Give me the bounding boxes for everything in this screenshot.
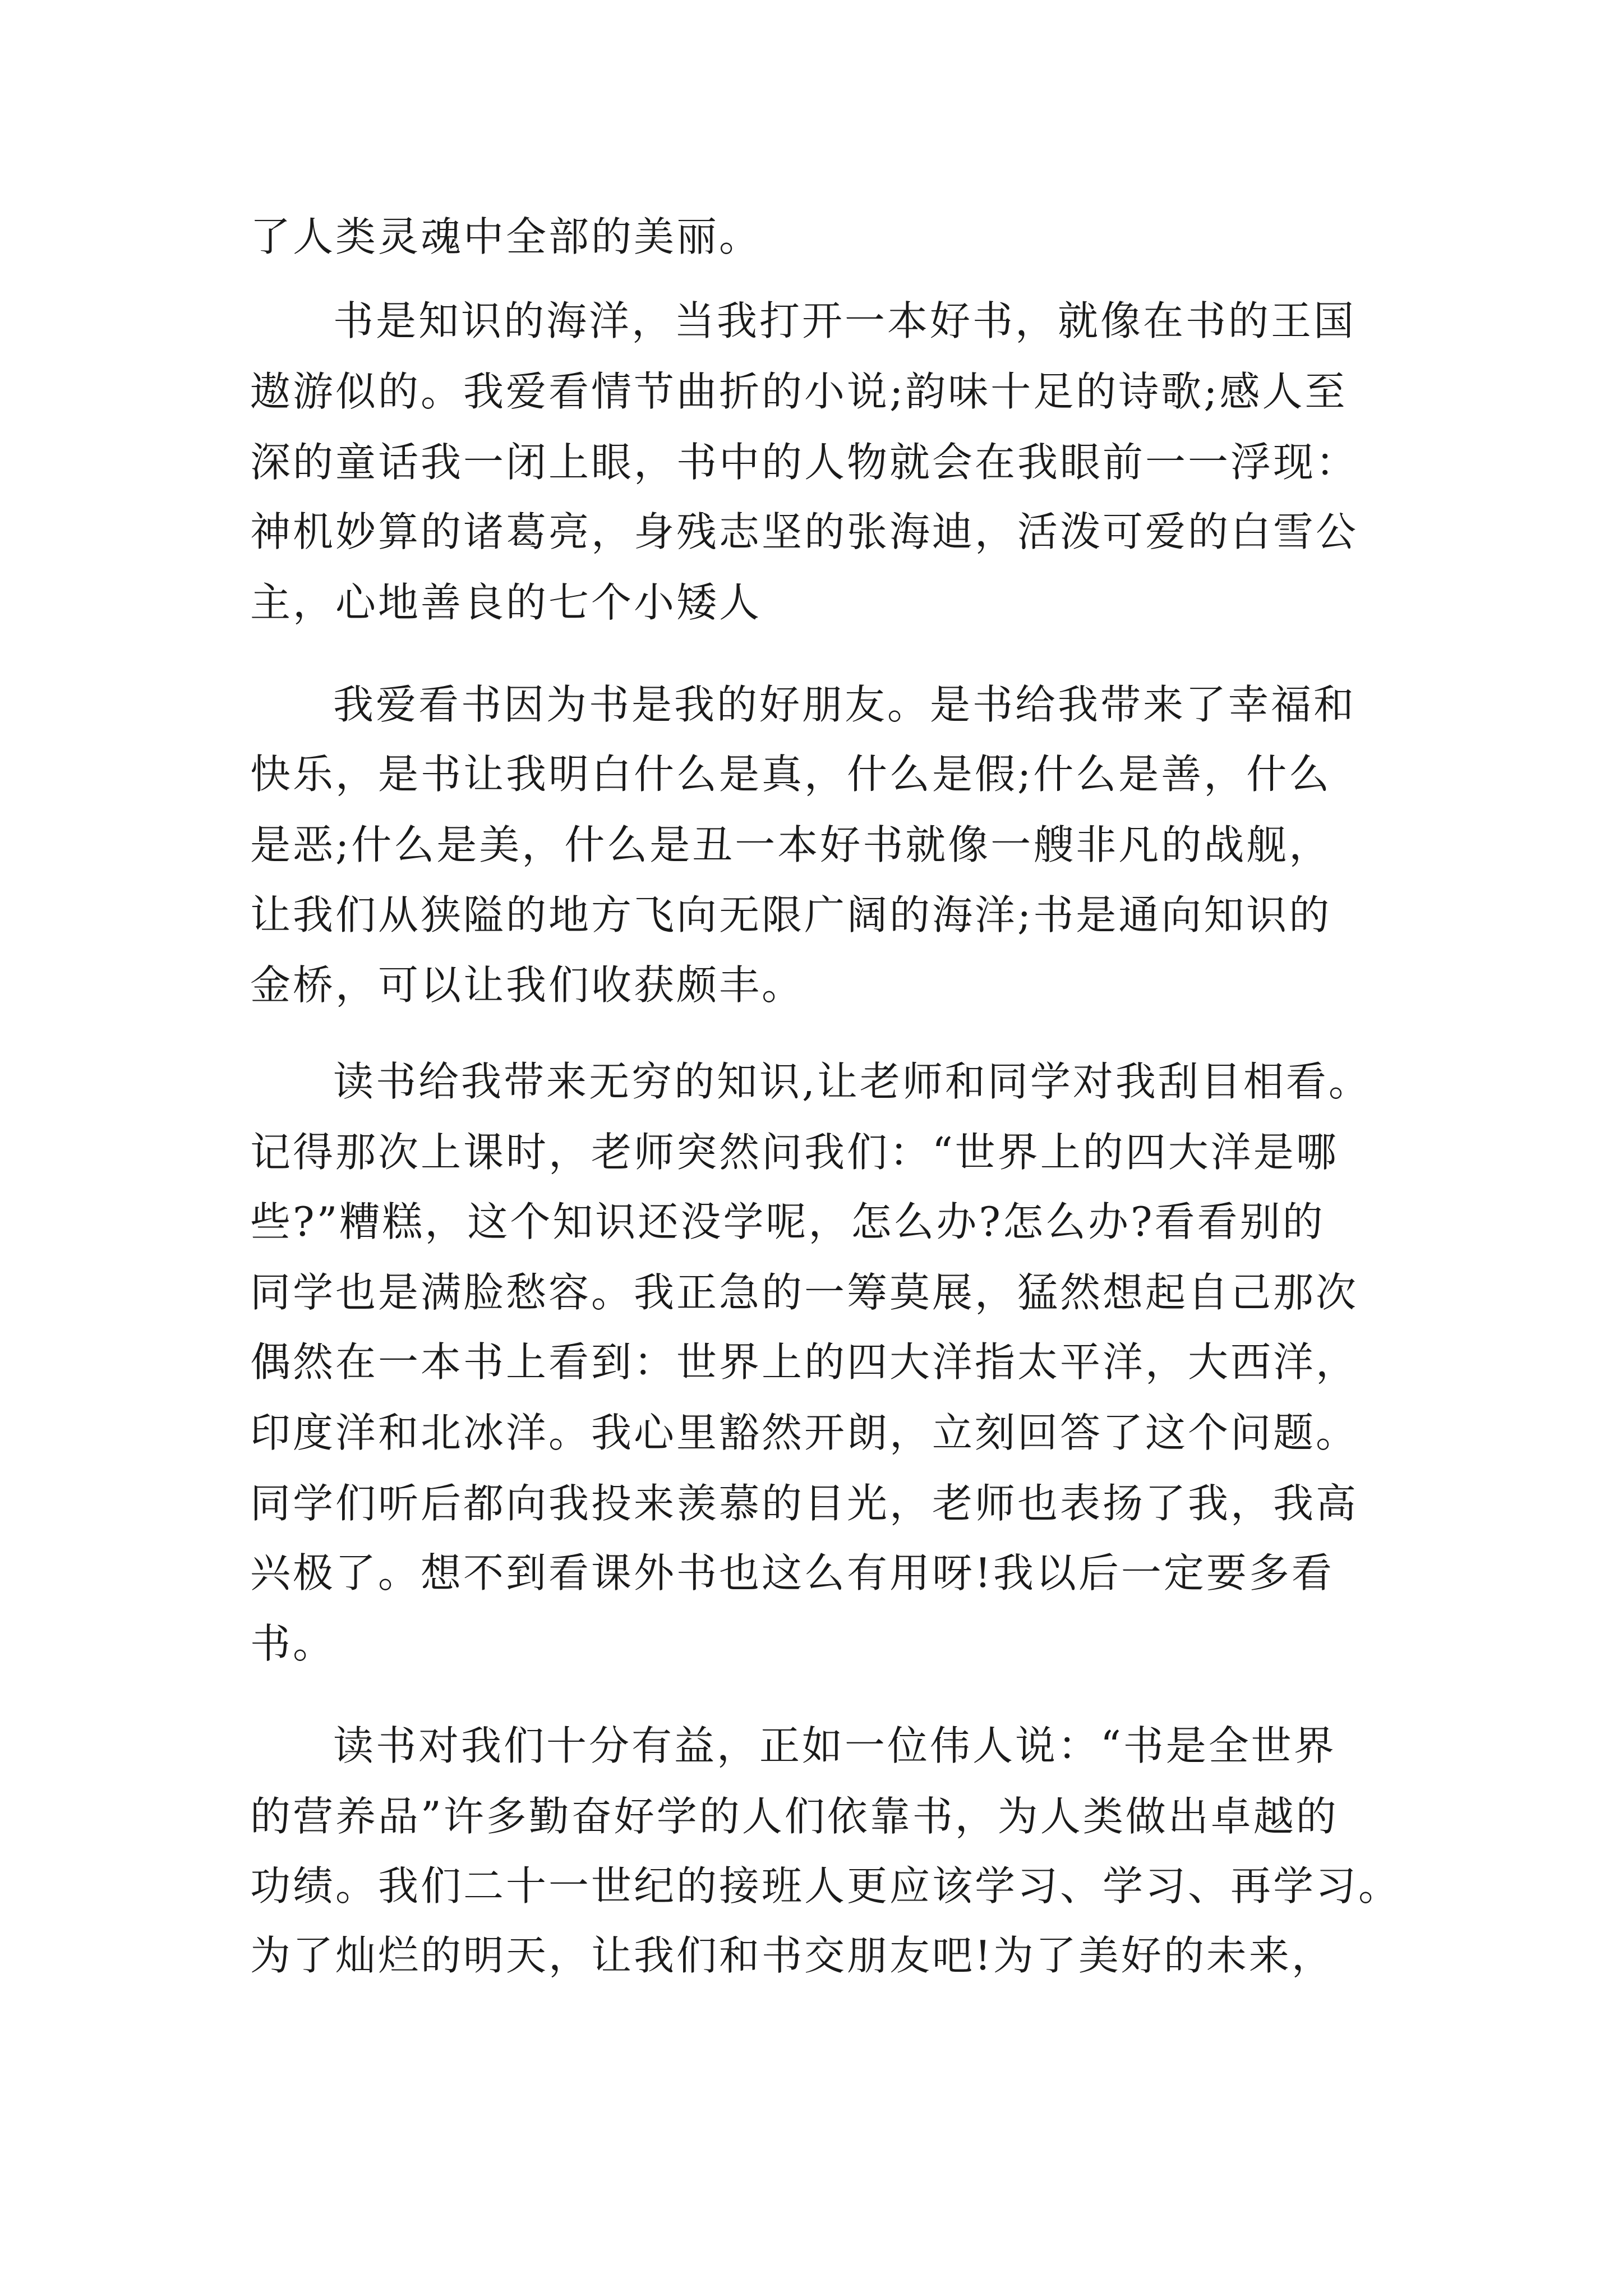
text-line: 些?”糟糕，这个知识还没学呢，怎么办?怎么办?看看别的 <box>250 1198 1325 1245</box>
text-line: 深的童话我一闭上眼，书中的人物就会在我眼前一一浮现： <box>250 439 1359 486</box>
text-line: 了人类灵魂中全部的美丽。 <box>250 213 762 260</box>
text-line: 金桥，可以让我们收获颇丰。 <box>250 961 805 1009</box>
text-line: 快乐，是书让我明白什么是真，什么是假;什么是善，什么 <box>250 751 1332 798</box>
text-line: 记得那次上课时，老师突然问我们：“世界上的四大洋是哪 <box>250 1129 1339 1176</box>
text-line: 同学也是满脸愁容。我正急的一筹莫展，猛然想起自己那次 <box>250 1269 1359 1316</box>
text-line: 让我们从狭隘的地方飞向无限广阔的海洋;书是通向知识的 <box>250 891 1332 938</box>
text-line: 为了灿烂的明天，让我们和书交朋友吧!为了美好的未来， <box>250 1932 1334 1979</box>
text-line: 主，心地善良的七个小矮人 <box>250 579 762 626</box>
paragraph-first-line: 读书对我们十分有益，正如一位伟人说：“书是全世界 <box>333 1722 1336 1769</box>
text-line: 兴极了。想不到看课外书也这么有用呀!我以后一定要多看 <box>250 1549 1334 1596</box>
text-line: 的营养品”许多勤奋好学的人们依靠书，为人类做出卓越的 <box>250 1793 1339 1840</box>
text-line: 同学们听后都向我投来羡慕的目光，老师也表扬了我，我高 <box>250 1480 1359 1527</box>
text-line: 是恶;什么是美，什么是丑一本好书就像一艘非凡的战舰， <box>250 821 1332 868</box>
text-line: 印度洋和北冰洋。我心里豁然开朗，立刻回答了这个问题。 <box>250 1409 1359 1456</box>
paragraph-first-line: 书是知识的海洋，当我打开一本好书，就像在书的王国 <box>333 297 1357 344</box>
text-line: 神机妙算的诸葛亮，身残志坚的张海迪，活泼可爱的白雪公 <box>250 508 1359 555</box>
paragraph-first-line: 我爱看书因为书是我的好朋友。是书给我带来了幸福和 <box>333 681 1357 728</box>
paragraph-first-line: 读书给我带来无穷的知识,让老师和同学对我刮目相看。 <box>333 1058 1371 1105</box>
text-line: 遨游似的。我爱看情节曲折的小说;韵味十足的诗歌;感人至 <box>250 368 1348 415</box>
text-line: 功绩。我们二十一世纪的接班人更应该学习、学习、再学习。 <box>250 1862 1401 1910</box>
text-line: 偶然在一本书上看到：世界上的四大洋指太平洋，大西洋， <box>250 1338 1359 1386</box>
text-line: 书。 <box>250 1620 336 1667</box>
